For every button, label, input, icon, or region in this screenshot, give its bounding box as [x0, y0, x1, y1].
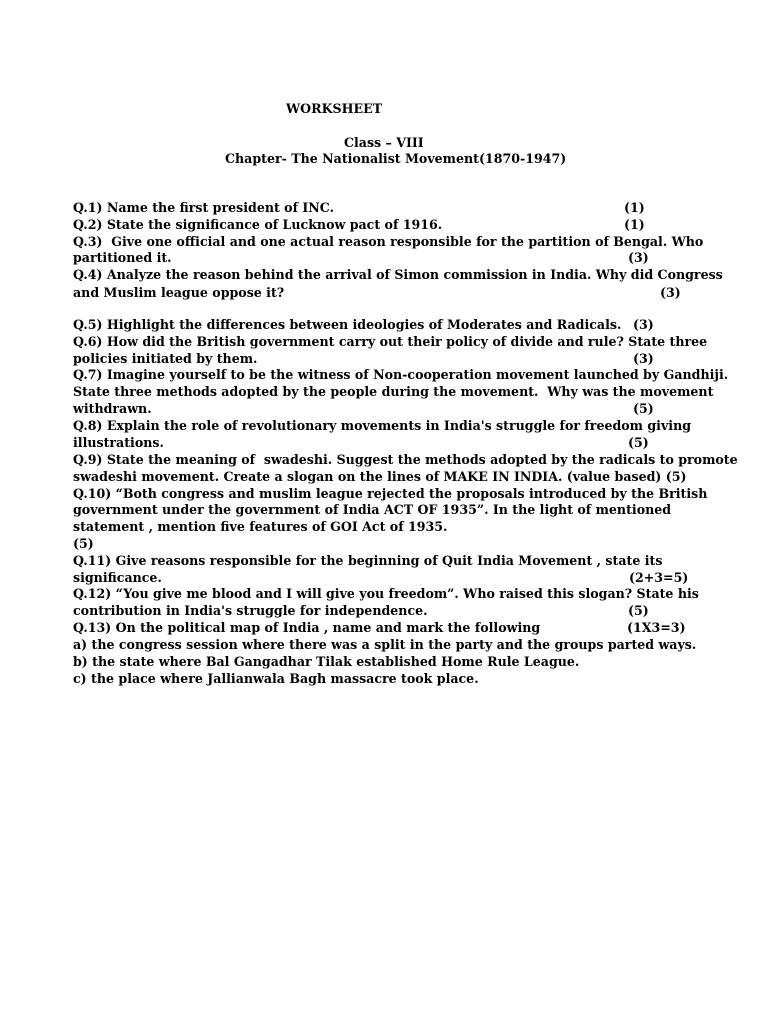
question-6-line-2: policies initiated by them.	[73, 351, 258, 366]
question-3-line-1: Q.3) Give one official and one actual reason responsible for the partition of Bengal. Who	[73, 234, 704, 249]
question-7-marks: (5)	[633, 401, 654, 416]
question-11-line-2: significance.	[73, 570, 162, 585]
worksheet-title: WORKSHEET	[286, 101, 383, 116]
question-9-line-2: swadeshi movement. Create a slogan on the lines of MAKE IN INDIA. (value based) (5)	[73, 469, 687, 484]
map-item-c: c) the place where Jallianwala Bagh massacre took place.	[73, 671, 479, 686]
question-4-line-2: and Muslim league oppose it?	[73, 285, 285, 300]
question-11-marks: (2+3=5)	[629, 570, 689, 585]
question-2-marks: (1)	[624, 217, 645, 232]
question-8-line-2: illustrations.	[73, 435, 164, 450]
question-10-line-4: (5)	[73, 536, 94, 551]
question-7-line-1: Q.7) Imagine yourself to be the witness of Non-cooperation movement launched by Gandhiji.	[73, 367, 729, 382]
question-5-line-1: Q.5) Highlight the differences between ideologies of Moderates and Radicals.	[73, 317, 622, 332]
question-7-line-2: State three methods adopted by the people during the movement. Why was the movement	[73, 384, 714, 399]
question-6-line-1: Q.6) How did the British government carry out their policy of divide and rule? State three	[73, 334, 708, 349]
question-8-marks: (5)	[628, 435, 649, 450]
question-11-line-1: Q.11) Give reasons responsible for the beginning of Quit India Movement , state its	[73, 553, 663, 568]
question-10-line-2: government under the government of India ACT OF 1935”. In the light of mentioned	[73, 502, 672, 517]
map-item-b: b) the state where Bal Gangadhar Tilak established Home Rule League.	[73, 654, 580, 669]
question-5-marks: (3)	[633, 317, 654, 332]
question-13-marks: (1X3=3)	[627, 620, 686, 635]
question-4-line-1: Q.4) Analyze the reason behind the arrival of Simon commission in India. Why did Congress	[73, 267, 723, 282]
chapter-line: Chapter- The Nationalist Movement(1870-1947)	[225, 151, 567, 166]
question-4-marks: (3)	[660, 285, 681, 300]
question-12-line-1: Q.12) “You give me blood and I will give you freedom”. Who raised this slogan? State his	[73, 586, 699, 601]
question-8-line-1: Q.8) Explain the role of revolutionary movements in India's struggle for freedom giving	[73, 418, 692, 433]
question-10-line-1: Q.10) “Both congress and muslim league rejected the proposals introduced by the British	[73, 486, 708, 501]
question-2-line-1: Q.2) State the significance of Lucknow pact of 1916.	[73, 217, 443, 232]
question-7-line-3: withdrawn.	[73, 401, 152, 416]
question-1-line-1: Q.1) Name the first president of INC.	[73, 200, 334, 215]
question-12-marks: (5)	[628, 603, 649, 618]
question-3-line-2: partitioned it.	[73, 250, 172, 265]
question-6-marks: (3)	[633, 351, 654, 366]
question-9-line-1: Q.9) State the meaning of swadeshi. Suggest the methods adopted by the radicals to promote	[73, 452, 738, 467]
question-13-line-1: Q.13) On the political map of India , name and mark the following	[73, 620, 541, 635]
question-10-line-3: statement , mention five features of GOI Act of 1935.	[73, 519, 448, 534]
question-12-line-2: contribution in India's struggle for independence.	[73, 603, 428, 618]
map-item-a: a) the congress session where there was a split in the party and the groups parted ways.	[73, 637, 697, 652]
question-3-marks: (3)	[628, 250, 649, 265]
class-line: Class – VIII	[344, 135, 424, 150]
question-1-marks: (1)	[624, 200, 645, 215]
